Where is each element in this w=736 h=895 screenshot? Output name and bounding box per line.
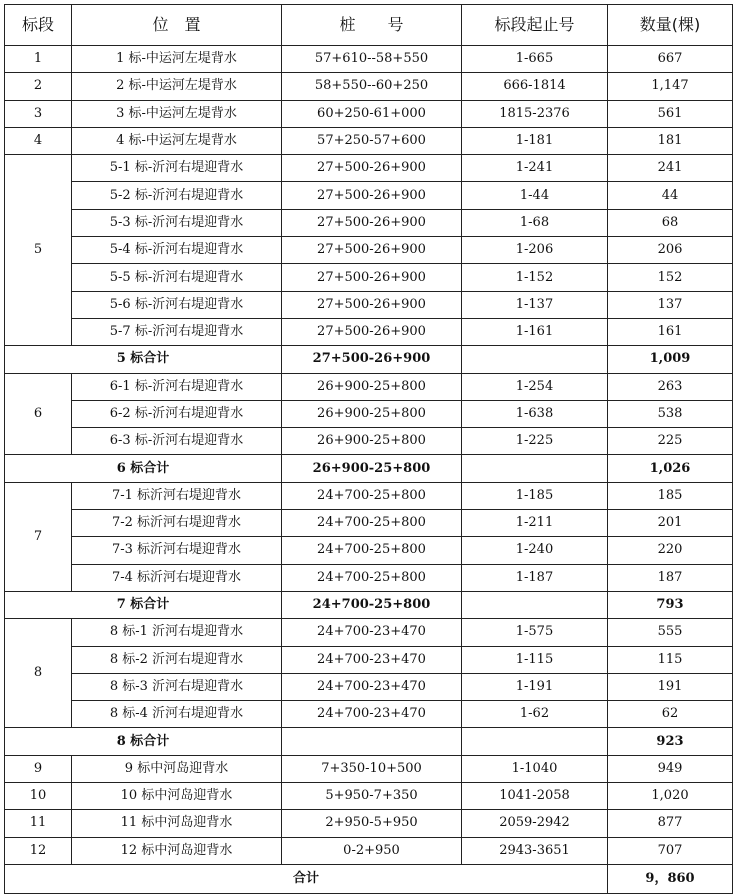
range-cell: 1-137 <box>462 291 608 318</box>
stake-cell: 26+900-25+800 <box>282 373 462 400</box>
quantity-cell: 241 <box>608 155 733 182</box>
location-cell: 5-6 标-沂河右堤迎背水 <box>72 291 282 318</box>
segment-cell: 3 <box>5 100 72 127</box>
subtotal-row <box>5 591 733 618</box>
table-row <box>5 428 733 455</box>
range-cell: 1-1040 <box>462 755 608 782</box>
header-segment: 标段 <box>5 5 72 46</box>
quantity-cell: 561 <box>608 100 733 127</box>
location-cell: 6-3 标-沂河右堤迎背水 <box>72 428 282 455</box>
table-row <box>5 646 733 673</box>
header-stake: 桩 号 <box>282 5 462 46</box>
table-row <box>5 209 733 236</box>
table-row <box>5 182 733 209</box>
quantity-cell: 62 <box>608 701 733 728</box>
header-range: 标段起止号 <box>462 5 608 46</box>
quantity-cell: 206 <box>608 237 733 264</box>
quantity-cell: 187 <box>608 564 733 591</box>
table-row <box>5 318 733 345</box>
range-cell: 1-638 <box>462 400 608 427</box>
subtotal-label: 7 标合计 <box>5 591 282 618</box>
table-row <box>5 373 733 400</box>
location-cell: 8 标-4 沂河右堤迎背水 <box>72 701 282 728</box>
stake-cell: 27+500-26+900 <box>282 182 462 209</box>
table-row <box>5 783 733 810</box>
range-cell: 1815-2376 <box>462 100 608 127</box>
range-cell: 1-152 <box>462 264 608 291</box>
quantity-cell: 201 <box>608 510 733 537</box>
stake-cell: 26+900-25+800 <box>282 400 462 427</box>
stake-cell: 24+700-25+800 <box>282 564 462 591</box>
quantity-cell: 263 <box>608 373 733 400</box>
segment-cell: 1 <box>5 46 72 73</box>
table-row <box>5 127 733 154</box>
stake-cell: 27+500-26+900 <box>282 237 462 264</box>
table-row <box>5 701 733 728</box>
grand-total-label: 合计 <box>5 864 608 893</box>
subtotal-row <box>5 346 733 373</box>
quantity-cell: 1,020 <box>608 783 733 810</box>
quantity-cell: 191 <box>608 673 733 700</box>
stake-cell: 27+500-26+900 <box>282 346 462 373</box>
location-cell: 8 标-2 沂河右堤迎背水 <box>72 646 282 673</box>
table-row <box>5 537 733 564</box>
table-row <box>5 155 733 182</box>
range-cell <box>462 728 608 755</box>
quantity-cell: 949 <box>608 755 733 782</box>
table-row <box>5 810 733 837</box>
location-cell: 7-1 标沂河右堤迎背水 <box>72 482 282 509</box>
quantity-cell: 923 <box>608 728 733 755</box>
stake-cell: 26+900-25+800 <box>282 455 462 482</box>
quantity-cell: 115 <box>608 646 733 673</box>
location-cell: 6-1 标-沂河右堤迎背水 <box>72 373 282 400</box>
stake-cell: 24+700-23+470 <box>282 701 462 728</box>
range-cell: 1-181 <box>462 127 608 154</box>
quantity-cell: 1,026 <box>608 455 733 482</box>
location-cell: 7-2 标沂河右堤迎背水 <box>72 510 282 537</box>
stake-cell: 24+700-23+470 <box>282 673 462 700</box>
range-cell: 1-44 <box>462 182 608 209</box>
quantity-cell: 225 <box>608 428 733 455</box>
stake-cell: 27+500-26+900 <box>282 209 462 236</box>
quantity-cell: 707 <box>608 837 733 864</box>
quantity-cell: 220 <box>608 537 733 564</box>
range-cell <box>462 455 608 482</box>
table-row <box>5 510 733 537</box>
segment-cell: 11 <box>5 810 72 837</box>
range-cell: 666-1814 <box>462 73 608 100</box>
quantity-cell: 667 <box>608 46 733 73</box>
segment-cell: 6 <box>5 373 72 455</box>
location-cell: 5-5 标-沂河右堤迎背水 <box>72 264 282 291</box>
range-cell: 1-211 <box>462 510 608 537</box>
stake-cell: 27+500-26+900 <box>282 318 462 345</box>
stake-cell: 27+500-26+900 <box>282 155 462 182</box>
stake-cell: 60+250-61+000 <box>282 100 462 127</box>
tree-count-table <box>4 4 733 894</box>
subtotal-row <box>5 728 733 755</box>
table-row <box>5 400 733 427</box>
stake-cell: 24+700-25+800 <box>282 537 462 564</box>
location-cell: 6-2 标-沂河右堤迎背水 <box>72 400 282 427</box>
table-row <box>5 291 733 318</box>
table-row <box>5 237 733 264</box>
table-row <box>5 673 733 700</box>
location-cell: 5-7 标-沂河右堤迎背水 <box>72 318 282 345</box>
stake-cell: 24+700-25+800 <box>282 482 462 509</box>
header-quantity: 数量(棵) <box>608 5 733 46</box>
location-cell: 9 标中河岛迎背水 <box>72 755 282 782</box>
quantity-cell: 152 <box>608 264 733 291</box>
location-cell: 10 标中河岛迎背水 <box>72 783 282 810</box>
location-cell: 7-3 标沂河右堤迎背水 <box>72 537 282 564</box>
range-cell: 1-161 <box>462 318 608 345</box>
table-row <box>5 73 733 100</box>
stake-cell: 24+700-25+800 <box>282 510 462 537</box>
location-cell: 11 标中河岛迎背水 <box>72 810 282 837</box>
stake-cell: 5+950-7+350 <box>282 783 462 810</box>
quantity-cell: 137 <box>608 291 733 318</box>
segment-cell: 4 <box>5 127 72 154</box>
range-cell: 2943-3651 <box>462 837 608 864</box>
range-cell: 1-225 <box>462 428 608 455</box>
stake-cell: 0-2+950 <box>282 837 462 864</box>
quantity-cell: 161 <box>608 318 733 345</box>
range-cell: 1-115 <box>462 646 608 673</box>
subtotal-row <box>5 455 733 482</box>
stake-cell: 27+500-26+900 <box>282 291 462 318</box>
header-location: 位 置 <box>72 5 282 46</box>
range-cell: 1-191 <box>462 673 608 700</box>
segment-cell: 12 <box>5 837 72 864</box>
quantity-cell: 181 <box>608 127 733 154</box>
stake-cell: 2+950-5+950 <box>282 810 462 837</box>
subtotal-label: 6 标合计 <box>5 455 282 482</box>
table-row <box>5 619 733 646</box>
stake-cell: 26+900-25+800 <box>282 428 462 455</box>
quantity-cell: 877 <box>608 810 733 837</box>
segment-cell: 9 <box>5 755 72 782</box>
table-row <box>5 564 733 591</box>
range-cell: 1-240 <box>462 537 608 564</box>
location-cell: 5-2 标-沂河右堤迎背水 <box>72 182 282 209</box>
table-header-row <box>5 5 733 46</box>
segment-cell: 10 <box>5 783 72 810</box>
stake-cell: 57+610--58+550 <box>282 46 462 73</box>
location-cell: 5-3 标-沂河右堤迎背水 <box>72 209 282 236</box>
grand-total-quantity: 9，860 <box>608 864 733 893</box>
segment-cell: 5 <box>5 155 72 346</box>
table-row <box>5 755 733 782</box>
table-row <box>5 100 733 127</box>
table-row <box>5 837 733 864</box>
location-cell: 12 标中河岛迎背水 <box>72 837 282 864</box>
location-cell: 1 标-中运河左堤背水 <box>72 46 282 73</box>
location-cell: 2 标-中运河左堤背水 <box>72 73 282 100</box>
range-cell: 1-575 <box>462 619 608 646</box>
stake-cell: 27+500-26+900 <box>282 264 462 291</box>
quantity-cell: 1,147 <box>608 73 733 100</box>
table-row <box>5 482 733 509</box>
quantity-cell: 44 <box>608 182 733 209</box>
stake-cell: 24+700-23+470 <box>282 646 462 673</box>
location-cell: 5-1 标-沂河右堤迎背水 <box>72 155 282 182</box>
stake-cell: 24+700-23+470 <box>282 619 462 646</box>
quantity-cell: 538 <box>608 400 733 427</box>
range-cell: 1-665 <box>462 46 608 73</box>
range-cell: 1-206 <box>462 237 608 264</box>
range-cell: 1-185 <box>462 482 608 509</box>
table-row <box>5 46 733 73</box>
stake-cell: 24+700-25+800 <box>282 591 462 618</box>
segment-cell: 2 <box>5 73 72 100</box>
grand-total-row <box>5 864 733 893</box>
stake-cell <box>282 728 462 755</box>
location-cell: 8 标-1 沂河右堤迎背水 <box>72 619 282 646</box>
range-cell <box>462 591 608 618</box>
range-cell: 1-254 <box>462 373 608 400</box>
quantity-cell: 185 <box>608 482 733 509</box>
quantity-cell: 555 <box>608 619 733 646</box>
quantity-cell: 1,009 <box>608 346 733 373</box>
location-cell: 8 标-3 沂河右堤迎背水 <box>72 673 282 700</box>
segment-cell: 8 <box>5 619 72 728</box>
stake-cell: 57+250-57+600 <box>282 127 462 154</box>
range-cell: 2059-2942 <box>462 810 608 837</box>
location-cell: 4 标-中运河左堤背水 <box>72 127 282 154</box>
table-row <box>5 264 733 291</box>
range-cell: 1-187 <box>462 564 608 591</box>
location-cell: 5-4 标-沂河右堤迎背水 <box>72 237 282 264</box>
location-cell: 3 标-中运河左堤背水 <box>72 100 282 127</box>
range-cell <box>462 346 608 373</box>
range-cell: 1041-2058 <box>462 783 608 810</box>
subtotal-label: 5 标合计 <box>5 346 282 373</box>
range-cell: 1-62 <box>462 701 608 728</box>
stake-cell: 58+550--60+250 <box>282 73 462 100</box>
stake-cell: 7+350-10+500 <box>282 755 462 782</box>
subtotal-label: 8 标合计 <box>5 728 282 755</box>
range-cell: 1-68 <box>462 209 608 236</box>
range-cell: 1-241 <box>462 155 608 182</box>
segment-cell: 7 <box>5 482 72 591</box>
quantity-cell: 793 <box>608 591 733 618</box>
location-cell: 7-4 标沂河右堤迎背水 <box>72 564 282 591</box>
quantity-cell: 68 <box>608 209 733 236</box>
